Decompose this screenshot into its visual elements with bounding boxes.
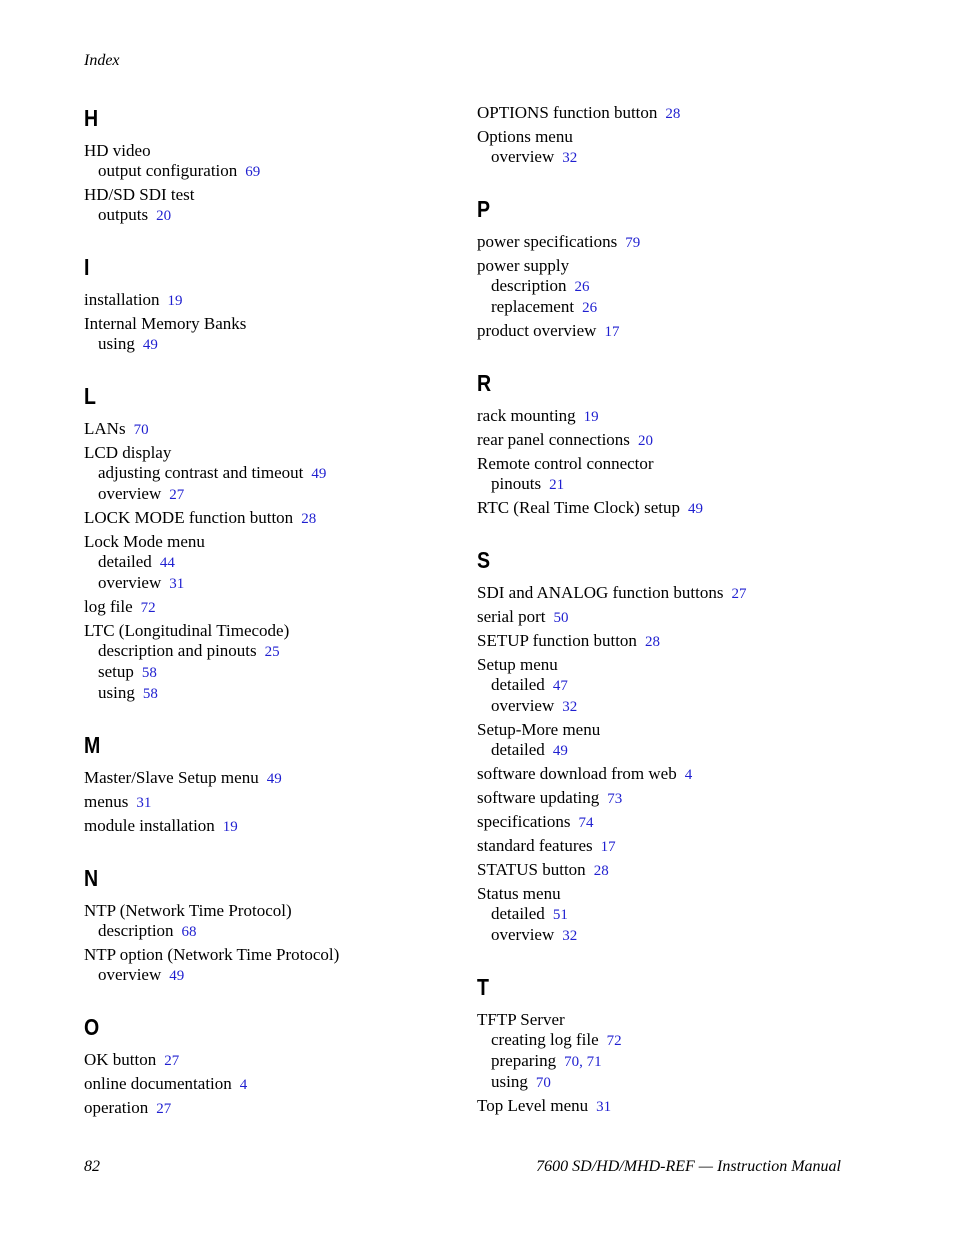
term-text: STATUS button (477, 860, 586, 879)
page-link[interactable]: 31 (596, 1099, 612, 1115)
page-link[interactable]: 49 (142, 337, 158, 353)
page-link[interactable]: 17 (600, 839, 616, 855)
term-text: operation (84, 1098, 149, 1117)
index-term (477, 655, 857, 675)
section-letter: M (84, 732, 101, 758)
term-text: power specifications (477, 232, 618, 251)
term-text: SETUP function button (477, 631, 637, 650)
index-term (477, 256, 857, 276)
page-link[interactable]: 72 (606, 1033, 622, 1049)
page-link[interactable]: 70 (535, 1075, 551, 1091)
page-link[interactable]: 4 (684, 767, 693, 783)
subterm-text: overview (98, 573, 162, 592)
index-subterm (477, 696, 857, 717)
index-section (84, 863, 464, 986)
page-link[interactable]: 28 (593, 863, 609, 879)
page-link[interactable]: 50 (553, 610, 569, 626)
index-term (477, 498, 857, 519)
index-subterm (477, 474, 857, 495)
page-link[interactable]: 73 (607, 791, 623, 807)
index-section (84, 252, 464, 355)
term-text: NTP (Network Time Protocol) (84, 901, 292, 920)
term-text: Master/Slave Setup menu (84, 768, 259, 787)
term-text: product overview (477, 321, 597, 340)
term-text: HD video (84, 141, 151, 160)
term-text: Setup menu (477, 655, 558, 674)
page-link[interactable]: 70, 71 (564, 1054, 602, 1070)
index-subterm (84, 334, 464, 355)
index-term (84, 508, 464, 529)
index-entry (84, 901, 464, 942)
index-term (477, 607, 857, 628)
index-term (477, 454, 857, 474)
index-entry (84, 1074, 464, 1095)
section-letter: R (477, 370, 492, 396)
subterm-text: detailed (491, 740, 545, 759)
section-letter: L (84, 383, 96, 409)
index-section (84, 381, 464, 704)
index-term (477, 836, 857, 857)
term-text: OK button (84, 1050, 157, 1069)
subterm-text: overview (98, 484, 162, 503)
index-section (477, 545, 857, 946)
manual-title: 7600 SD/HD/MHD-REF — Instruction Manual (536, 1158, 841, 1175)
index-entry (84, 621, 464, 704)
term-text: module installation (84, 816, 215, 835)
page-link[interactable]: 27 (156, 1101, 172, 1117)
index-subterm (477, 297, 857, 318)
index-entry (477, 430, 857, 451)
subterm-text: description and pinouts (98, 641, 257, 660)
subterm-text: preparing (491, 1051, 557, 1070)
term-text: Top Level menu (477, 1096, 589, 1115)
index-entry (84, 1050, 464, 1071)
page-link[interactable]: 27 (164, 1053, 180, 1069)
page-link[interactable]: 28 (644, 634, 660, 650)
term-text: online documentation (84, 1074, 232, 1093)
index-term (477, 812, 857, 833)
page-link[interactable]: 26 (574, 279, 590, 295)
index-term (477, 1010, 857, 1030)
index-term (477, 788, 857, 809)
page-link[interactable]: 31 (136, 795, 152, 811)
term-text: menus (84, 792, 129, 811)
index-entry (477, 1010, 857, 1093)
index-entry (84, 141, 464, 182)
term-text: NTP option (Network Time Protocol) (84, 945, 340, 964)
page-link[interactable]: 20 (156, 208, 172, 224)
page-link[interactable]: 49 (687, 501, 703, 517)
index-term (477, 764, 857, 785)
page-link[interactable]: 58 (141, 665, 157, 681)
index-entry (84, 1098, 464, 1119)
index-term (477, 321, 857, 342)
index-entry (477, 836, 857, 857)
index-entry (477, 127, 857, 168)
term-text: RTC (Real Time Clock) setup (477, 498, 680, 517)
term-text: software updating (477, 788, 600, 807)
index-term (84, 1050, 464, 1071)
page-number: 82 (84, 1158, 100, 1175)
index-term (84, 1074, 464, 1095)
subterm-text: overview (491, 147, 555, 166)
index-term (84, 768, 464, 789)
subterm-text: overview (491, 925, 555, 944)
index-section (84, 1012, 464, 1119)
index-entry (84, 290, 464, 311)
term-text: TFTP Server (477, 1010, 565, 1029)
index-term (477, 232, 857, 253)
page-link[interactable]: 32 (562, 928, 578, 944)
section-letter: N (84, 865, 99, 891)
subterm-text: description (491, 276, 567, 295)
term-text: SDI and ANALOG function buttons (477, 583, 724, 602)
page-link[interactable]: 31 (169, 576, 185, 592)
page-link[interactable]: 47 (552, 678, 568, 694)
index-term (84, 141, 464, 161)
term-text: Lock Mode menu (84, 532, 205, 551)
subterm-text: detailed (98, 552, 152, 571)
subterm-text: detailed (491, 675, 545, 694)
index-subterm (84, 921, 464, 942)
subterm-text: creating log file (491, 1030, 599, 1049)
page-link[interactable]: 4 (239, 1077, 248, 1093)
page-link[interactable]: 28 (301, 511, 317, 527)
term-text: serial port (477, 607, 546, 626)
index-subterm (477, 147, 857, 168)
index-subterm (84, 683, 464, 704)
index-section (84, 103, 464, 226)
section-letter: P (477, 196, 491, 222)
index-term (477, 103, 857, 124)
term-text: rack mounting (477, 406, 576, 425)
index-entry (84, 419, 464, 440)
index-term (84, 792, 464, 813)
index-entry (477, 764, 857, 785)
index-subterm (84, 573, 464, 594)
term-text: LANs (84, 419, 126, 438)
index-term (84, 532, 464, 552)
page-link[interactable]: 27 (169, 487, 185, 503)
index-column-left (84, 103, 464, 1145)
page-link[interactable]: 28 (665, 106, 681, 122)
page-link[interactable]: 72 (140, 600, 156, 616)
index-entry (84, 314, 464, 355)
section-letter: T (477, 974, 489, 1000)
term-text: specifications (477, 812, 571, 831)
subterm-text: adjusting contrast and timeout (98, 463, 304, 482)
index-subterm (477, 740, 857, 761)
index-entry (84, 532, 464, 594)
term-text: Options menu (477, 127, 573, 146)
index-term (477, 1096, 857, 1117)
index-entry (477, 720, 857, 761)
index-section (477, 972, 857, 1117)
page-link[interactable]: 26 (582, 300, 598, 316)
page-link[interactable]: 68 (181, 924, 197, 940)
subterm-text: pinouts (491, 474, 542, 493)
index-entry (84, 945, 464, 986)
index-term (84, 597, 464, 618)
index-subterm (84, 552, 464, 573)
term-text: Status menu (477, 884, 561, 903)
index-entry (477, 1096, 857, 1117)
index-term (84, 1098, 464, 1119)
term-text: Setup-More menu (477, 720, 601, 739)
index-term (477, 430, 857, 451)
page-link[interactable]: 74 (578, 815, 594, 831)
subterm-text: detailed (491, 904, 545, 923)
index-term (84, 290, 464, 311)
index-subterm (84, 662, 464, 683)
index-entry (477, 232, 857, 253)
index-term (84, 185, 464, 205)
subterm-text: using (491, 1072, 528, 1091)
index-entry (84, 816, 464, 837)
page-link[interactable]: 49 (169, 968, 185, 984)
index-subterm (477, 925, 857, 946)
index-subterm (84, 463, 464, 484)
index-entry (477, 788, 857, 809)
page-link[interactable]: 17 (604, 324, 620, 340)
index-term (477, 127, 857, 147)
term-text: power supply (477, 256, 570, 275)
term-text: Internal Memory Banks (84, 314, 247, 333)
index-subterm (477, 1030, 857, 1051)
page-link[interactable]: 19 (167, 293, 183, 309)
running-header: Index (84, 52, 120, 69)
page-link[interactable]: 25 (264, 644, 280, 660)
index-term (477, 631, 857, 652)
index-term (84, 621, 464, 641)
page-link[interactable]: 20 (637, 433, 653, 449)
index-entry (477, 631, 857, 652)
page-link[interactable]: 49 (266, 771, 282, 787)
index-entry (477, 607, 857, 628)
term-text: standard features (477, 836, 593, 855)
index-subterm (84, 161, 464, 182)
index-entry (84, 508, 464, 529)
term-text: LCD display (84, 443, 172, 462)
index-entry (477, 812, 857, 833)
index-term (84, 901, 464, 921)
index-entry (477, 884, 857, 946)
index-term (477, 583, 857, 604)
term-text: software download from web (477, 764, 677, 783)
page-link[interactable]: 27 (731, 586, 747, 602)
index-subterm (477, 276, 857, 297)
section-letter: O (84, 1014, 100, 1040)
page-link[interactable]: 49 (311, 466, 327, 482)
page-link[interactable]: 32 (562, 150, 578, 166)
index-entry (477, 498, 857, 519)
index-entry (477, 454, 857, 495)
page-link[interactable]: 49 (552, 743, 568, 759)
index-subterm (84, 641, 464, 662)
index-entry (477, 860, 857, 881)
index-subterm (84, 484, 464, 505)
section-letter: H (84, 105, 99, 131)
subterm-text: setup (98, 662, 134, 681)
subterm-text: output configuration (98, 161, 238, 180)
page-link[interactable]: 21 (549, 477, 565, 493)
index-subterm (84, 965, 464, 986)
term-text: rear panel connections (477, 430, 630, 449)
index-entry (84, 185, 464, 226)
term-text: installation (84, 290, 160, 309)
index-term (477, 884, 857, 904)
page-link[interactable]: 44 (159, 555, 175, 571)
subterm-text: overview (98, 965, 162, 984)
index-entry (84, 768, 464, 789)
index-term (84, 816, 464, 837)
subterm-text: description (98, 921, 174, 940)
term-text: OPTIONS function button (477, 103, 658, 122)
index-subterm (477, 904, 857, 925)
page-link[interactable]: 79 (625, 235, 641, 251)
index-entry (84, 792, 464, 813)
index-term (84, 419, 464, 440)
index-entry (477, 583, 857, 604)
subterm-text: outputs (98, 205, 149, 224)
page-link[interactable]: 69 (245, 164, 261, 180)
section-letter: I (84, 254, 90, 280)
index-section (84, 730, 464, 837)
page-link[interactable]: 70 (133, 422, 149, 438)
index-term (477, 720, 857, 740)
index-section (477, 194, 857, 342)
index-entry (477, 321, 857, 342)
index-entry (477, 655, 857, 717)
subterm-text: using (98, 683, 135, 702)
page-link[interactable]: 32 (562, 699, 578, 715)
index-section (477, 368, 857, 519)
index-column-right (477, 103, 857, 1143)
index-subterm (477, 1051, 857, 1072)
index-term (477, 406, 857, 427)
index-entry (477, 103, 857, 124)
term-text: LOCK MODE function button (84, 508, 294, 527)
index-entry (84, 443, 464, 505)
term-text: log file (84, 597, 133, 616)
index-term (84, 314, 464, 334)
subterm-text: using (98, 334, 135, 353)
page-link[interactable]: 19 (222, 819, 238, 835)
page-link[interactable]: 19 (583, 409, 599, 425)
index-term (84, 945, 464, 965)
term-text: HD/SD SDI test (84, 185, 195, 204)
subterm-text: replacement (491, 297, 575, 316)
index-section (477, 103, 857, 168)
index-entry (477, 256, 857, 318)
index-term (84, 443, 464, 463)
index-entry (84, 597, 464, 618)
term-text: LTC (Longitudinal Timecode) (84, 621, 290, 640)
page-link[interactable]: 58 (142, 686, 158, 702)
section-letter: S (477, 547, 491, 573)
subterm-text: overview (491, 696, 555, 715)
index-term (477, 860, 857, 881)
page-link[interactable]: 51 (552, 907, 568, 923)
term-text: Remote control connector (477, 454, 654, 473)
index-subterm (84, 205, 464, 226)
index-entry (477, 406, 857, 427)
index-subterm (477, 1072, 857, 1093)
index-subterm (477, 675, 857, 696)
